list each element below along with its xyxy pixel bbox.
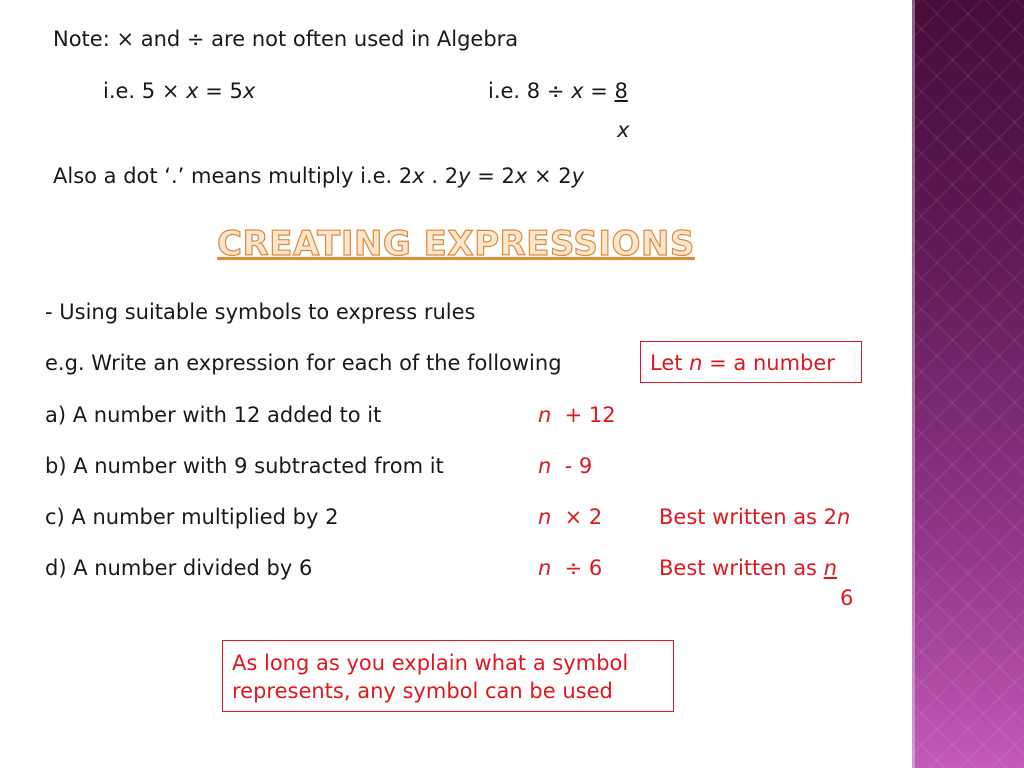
text: Also a dot ‘.’ means multiply i.e. 2 [53,164,413,188]
var-n: n [837,505,851,529]
item-a-label: a) A number with 12 added to it [45,403,382,427]
item-d-label: d) A number divided by 6 [45,556,313,580]
item-b-expression [538,453,592,479]
example-prompt: e.g. Write an expression for each of the following [45,351,562,375]
text: i.e. 8 ÷ [488,79,572,103]
var-x: x [617,118,630,142]
text: = a number [702,351,835,375]
var-n: n [538,403,552,427]
let-definition [650,350,835,376]
text: . 2 [424,164,459,188]
item-c-label: c) A number multiplied by 2 [45,505,339,529]
let-definition-box [640,341,862,383]
text: + 12 [551,403,616,427]
intro-line: - Using suitable symbols to express rules [45,300,476,324]
item-c-expression [538,504,602,530]
example-multiply [103,78,255,104]
fraction-numerator: n [823,556,837,580]
text: Best written as [659,556,824,580]
text: Best written as 2 [659,505,838,529]
text: Let [650,351,690,375]
var-x: x [571,79,584,103]
text: i.e. 5 × [103,79,187,103]
var-n: n [538,556,552,580]
note-line: Note: × and ÷ are not often used in Algebra [53,27,519,51]
slide-title: CREATING EXPRESSIONS [217,224,695,264]
decorative-sidebar [912,0,1024,768]
sidebar-edge [912,0,915,768]
var: y [458,164,471,188]
example-divide [488,78,628,104]
text: - 9 [551,454,593,478]
item-c-best [659,504,850,530]
item-a-expression [538,402,616,428]
var: x [412,164,425,188]
text: × 2 [527,164,572,188]
var-x: x [242,79,256,103]
item-d-fraction-denominator: 6 [840,586,854,610]
item-b-label: b) A number with 9 subtracted from it [45,454,444,478]
text: × 2 [551,505,603,529]
text: ÷ 6 [551,556,603,580]
var-n: n [538,505,552,529]
fraction-numerator: 8 [614,79,628,103]
text: = 5 [198,79,243,103]
note-box-line-2: represents, any symbol can be used [232,679,613,703]
note-box [222,640,674,712]
fraction-denominator [617,117,629,143]
var-n: n [538,454,552,478]
var: x [514,164,528,188]
note-box-line-1: As long as you explain what a symbol [232,651,629,675]
var-n: n [689,351,703,375]
item-d-best [659,555,837,581]
sidebar-pattern [912,0,1024,768]
dot-note [53,163,584,189]
item-d-expression [538,555,602,581]
text: = [583,79,615,103]
var-x: x [186,79,199,103]
var: y [571,164,585,188]
text: = 2 [470,164,515,188]
